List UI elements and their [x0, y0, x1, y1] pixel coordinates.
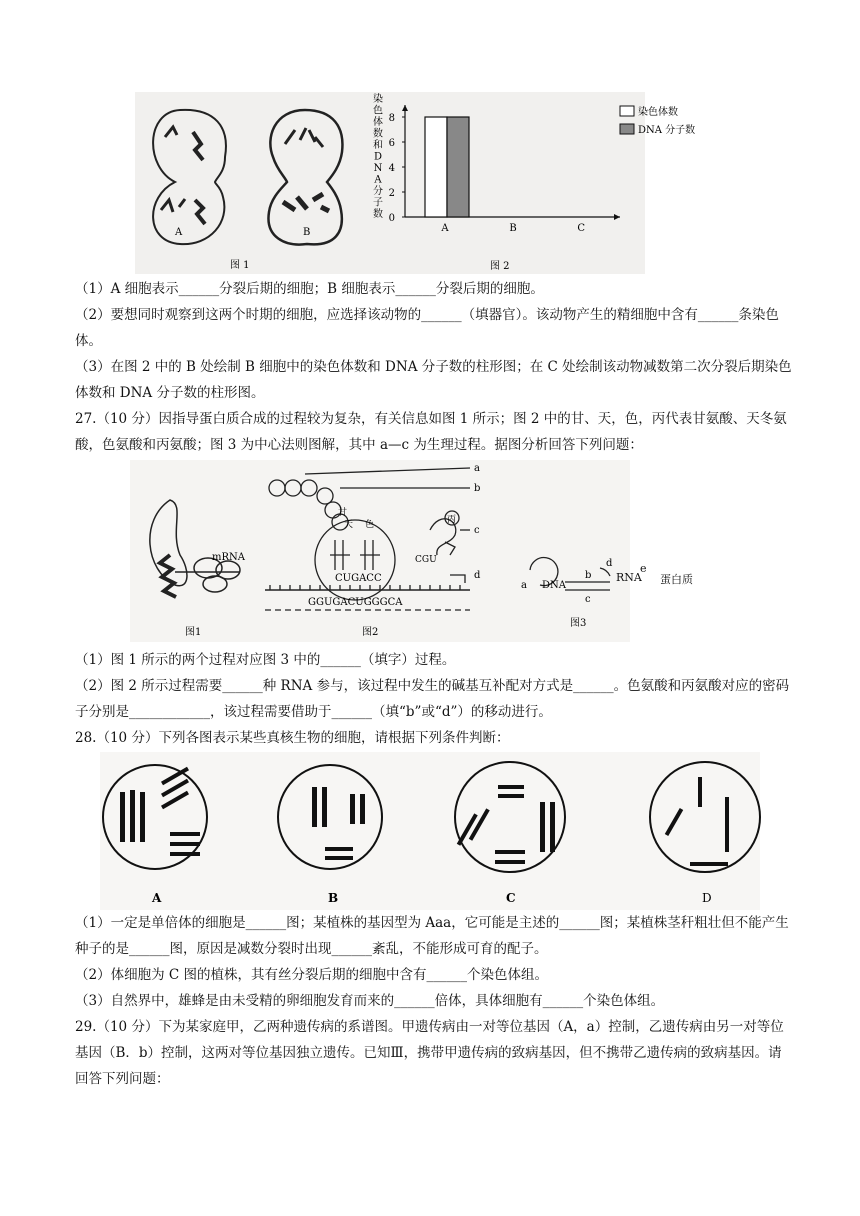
q27-part1: （1）图 1 所示的两个过程对应图 3 中的______（填字）过程。	[75, 652, 456, 668]
q28-label-d: D	[702, 891, 712, 905]
figure-top-svg	[135, 92, 696, 274]
y-tick-label: 4	[388, 163, 395, 174]
bar-chart	[373, 92, 695, 234]
q27-fig3-protein: 蛋白质	[660, 573, 693, 586]
y-axis-label-char: N	[373, 163, 383, 174]
y-axis-label-char: 分	[373, 186, 383, 197]
y-tick-label: 8	[388, 113, 395, 124]
q27-codon-seq: CUGACC	[335, 573, 382, 584]
figure-q28-svg	[100, 752, 760, 910]
y-axis-label-char: 和	[373, 140, 383, 151]
q27-fig3-caption: 图3	[570, 618, 587, 629]
q27-letter-b: b	[474, 483, 481, 494]
q28-chromosomes	[120, 767, 729, 866]
figure-q27	[130, 460, 642, 642]
bar-dna	[447, 117, 469, 217]
y-axis-label-char: 染	[373, 94, 383, 105]
y-tick-label: 0	[388, 213, 395, 224]
q27-part2: （2）图 2 所示过程需要______种 RNA 参与，该过程中发生的碱基互补配对方式是______。色氨酸和丙氨酸对应的密码子分别是____________，该过程需要借助于______（填“b”或“d”）的移动进行。	[75, 678, 790, 720]
y-tick-label: 6	[388, 138, 395, 149]
q29-intro: 29.（10 分）下为某家庭甲，乙两种遗传病的系谱图。甲遗传病由一对等位基因（A，a）控制，乙遗传病由另一对等位基因（B．b）控制，这两对等位基因独立遗传。已知Ⅲ，携带甲遗传病的致病基因，但不携带乙遗传病的致病基因。请回答下列问题：	[75, 1019, 784, 1087]
q27-fig1-mrna-label: mRNA	[212, 552, 245, 563]
q26-part3: （3）在图 2 中的 B 处绘制 B 细胞中的染色体数和 DNA 分子数的柱形图；在 C 处绘制该动物减数第二次分裂后期染色体数和 DNA 分子数的柱形图。	[75, 359, 792, 401]
q27-aa-se: 色	[365, 520, 375, 530]
x-axis-arrow	[614, 214, 620, 220]
q27-anticodon: CGU	[415, 555, 437, 565]
x-tick-label: A	[441, 223, 449, 234]
x-tick-label: B	[509, 223, 517, 234]
q26-part1: （1）A 细胞表示______分裂后期的细胞；B 细胞表示______分裂后期的细胞。	[75, 281, 544, 297]
cell-a-drawing	[153, 110, 226, 244]
q28-part1: （1）一定是单倍体的细胞是______图；某植株的基因型为 Aaa，它可能是主述的______图；某植株茎秆粗壮但不能产生种子的是______图，原因是减数分裂时出现______紊乱，不能形成可育的配子。	[75, 915, 789, 957]
y-axis-label-char: A	[374, 174, 382, 186]
q28-label-b: B	[328, 891, 339, 905]
q27-fig3-c: c	[585, 594, 591, 605]
q28-label-c: C	[506, 891, 516, 905]
y-axis-label-char: 数	[373, 128, 383, 140]
fig2-caption: 图 2	[490, 261, 510, 272]
q28-label-a: A	[152, 891, 162, 905]
q27-aa-gan: 甘	[338, 508, 348, 518]
y-axis-label-char: 数	[373, 209, 383, 220]
q27-fig2-caption: 图2	[362, 627, 379, 638]
q28-part3: （3）自然界中，雄蜂是由未受精的卵细胞发育而来的______倍体，具体细胞有______个染色体组。	[75, 993, 665, 1009]
q26-part2: （2）要想同时观察到这两个时期的细胞，应选择该动物的______（填器官）。该动物产生的精细胞中含有______条染色体。	[75, 307, 779, 349]
figure-q28	[100, 752, 760, 910]
fig1-caption: 图 1	[230, 260, 250, 271]
bar-chromosome	[425, 117, 447, 217]
q27-fig3-d: d	[606, 558, 613, 569]
y-tick-label: 2	[388, 188, 395, 199]
y-axis-label-char: 体	[373, 117, 383, 128]
q27-aa-bing: 丙	[447, 515, 457, 525]
q27-fig3-rna: RNA	[616, 571, 642, 584]
q27-aa-tian: 天	[344, 520, 354, 530]
y-axis-label-char: 子	[373, 197, 383, 209]
q27-fig2-drawing	[265, 468, 470, 610]
q28-cells	[103, 762, 760, 872]
q28-intro: 28.（10 分）下列各图表示某些真核生物的细胞，请根据下列条件判断：	[75, 730, 510, 746]
y-axis-label-char: D	[373, 151, 383, 163]
figure-top	[135, 92, 696, 274]
q27-fig1-caption: 图1	[185, 627, 202, 638]
legend-label: DNA 分子数	[638, 125, 696, 136]
q27-letter-c: c	[474, 525, 480, 536]
q27-letter-a: a	[474, 463, 480, 474]
legend-swatch	[620, 106, 634, 116]
q27-fig3-e: e	[640, 562, 647, 575]
y-axis-label-char: 色	[373, 105, 383, 117]
legend-swatch	[620, 124, 634, 134]
cell-b-drawing	[268, 110, 342, 245]
q27-mrna-seq: GGUGACUGGGCA	[308, 597, 403, 608]
legend-label: 染色体数	[638, 107, 678, 118]
q27-fig3-a: a	[521, 580, 527, 591]
cell-b-label: B	[303, 227, 311, 238]
q27-fig1-drawing	[150, 500, 240, 597]
cell-a-label: A	[175, 227, 183, 238]
figure-q27-svg	[130, 460, 630, 642]
x-tick-label: C	[577, 223, 585, 234]
q27-fig3-dna: DNA	[542, 580, 566, 591]
q27-fig3-b: b	[585, 570, 592, 581]
y-axis-arrow	[402, 105, 408, 111]
q28-part2: （2）体细胞为 C 图的植株，其有丝分裂后期的细胞中含有______个染色体组。	[75, 967, 549, 983]
q27-intro: 27.（10 分）因指导蛋白质合成的过程较为复杂，有关信息如图 1 所示；图 2 中的甘、天，色，丙代表甘氨酸、天冬氨酸，色氨酸和丙氨酸；图 3 为中心法则图解，其中 a—c 为生理过程。据图分析回答下列问题：	[75, 411, 787, 453]
q27-letter-d: d	[474, 570, 481, 581]
